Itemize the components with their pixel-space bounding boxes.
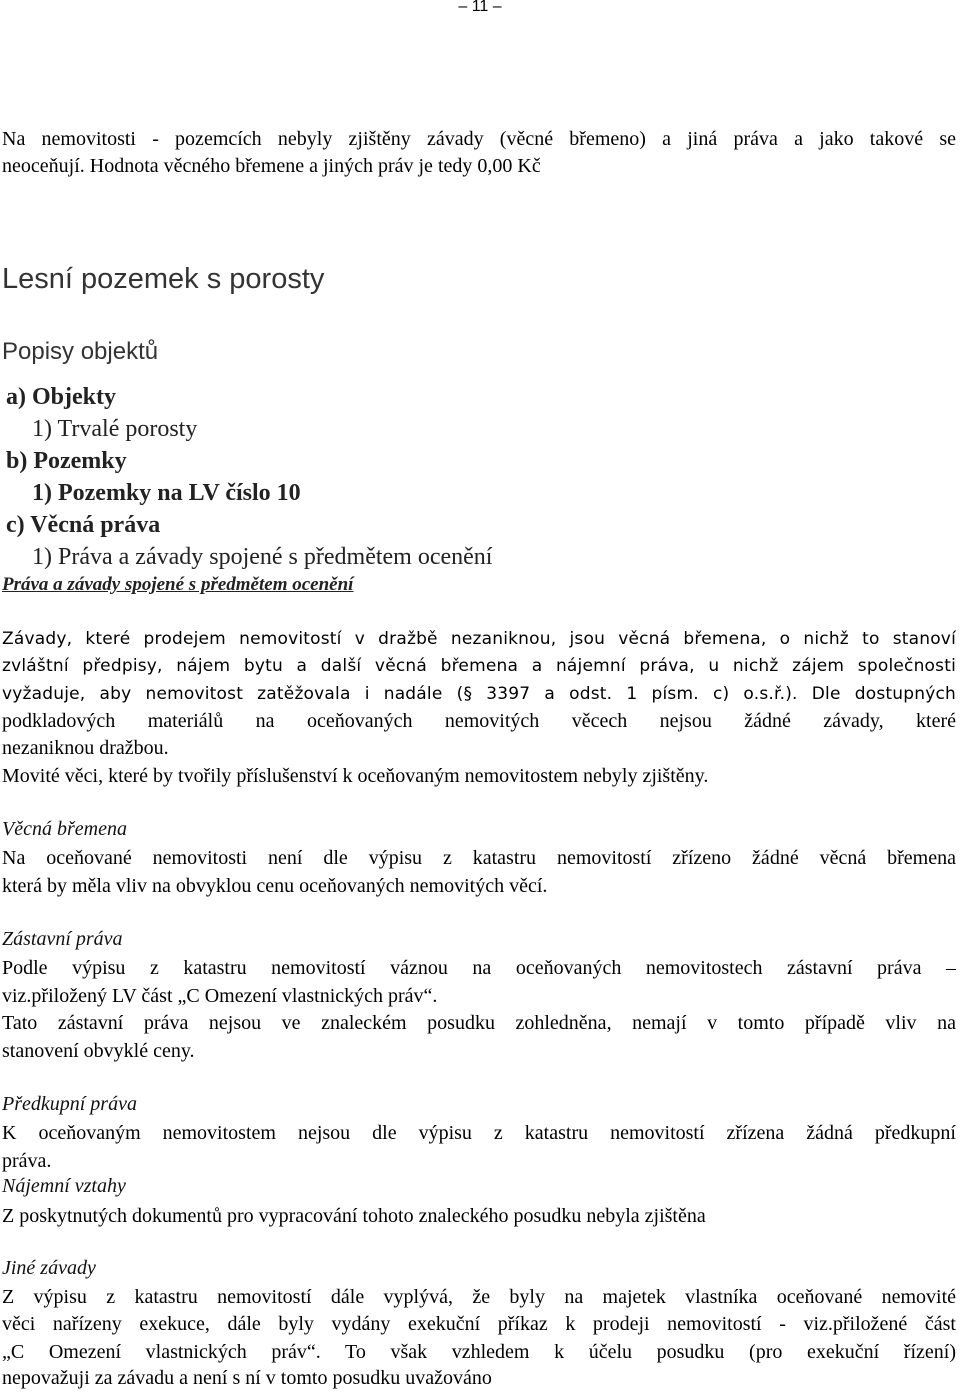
zastavni-prava-line-2: viz.přiložený LV část „C Omezení vlastnických práv“. bbox=[2, 985, 438, 1007]
outline-item-pozemky-lv: 1) Pozemky na LV číslo 10 bbox=[32, 480, 301, 506]
intro-line-1: Na nemovitosti - pozemcích nebyly zjištěny závady (věcné břemeno) a jiná práva a jako takové se bbox=[2, 128, 956, 150]
vecna-bremena-line-1: Na oceňované nemovitosti není dle výpisu z katastru nemovitostí zřízeno žádné věcná břemena bbox=[2, 847, 956, 869]
outline-item-trvale-porosty: 1) Trvalé porosty bbox=[32, 416, 198, 442]
page-number: – 11 – bbox=[458, 0, 502, 15]
zastavni-prava-line-4: stanovení obvyklé ceny. bbox=[2, 1040, 195, 1062]
predkupni-prava-line-1: K oceňovaným nemovitostem nejsou dle výpisu z katastru nemovitostí zřízena žádná předkupní bbox=[2, 1122, 956, 1144]
zastavni-prava-line-1: Podle výpisu z katastru nemovitostí váznou na oceňovaných nemovitostech zástavní práva – bbox=[2, 957, 956, 979]
jine-zavady-line-2: věci nařízeny exekuce, dále byly vydány exekuční příkaz k prodeji nemovitostí - viz.přiložené část bbox=[2, 1313, 956, 1335]
jine-zavady-heading: Jiné závady bbox=[2, 1257, 96, 1279]
page-title: Lesní pozemek s porosty bbox=[2, 263, 325, 295]
najemni-vztahy-heading: Nájemní vztahy bbox=[2, 1175, 126, 1197]
zavady-line-6: Movité věci, které by tvořily příslušenství k oceňovaným nemovitostem nebyly zjištěny. bbox=[2, 765, 709, 787]
zavady-line-3: vyžaduje, aby nemovitost zatěžovala i nadále (§ 3397 a odst. 1 písm. c) o.s.ř.). Dle dostupných bbox=[2, 684, 956, 704]
outline-item-pozemky: b) Pozemky bbox=[6, 448, 127, 474]
zavady-line-1: Závady, které prodejem nemovitostí v dražbě nezaniknou, jsou věcná břemena, o nichž to stanoví bbox=[2, 629, 956, 649]
zavady-line-5: nezaniknou dražbou. bbox=[2, 737, 169, 759]
outline-item-vecna-prava: c) Věcná práva bbox=[6, 512, 161, 538]
outline-item-prava-a-zavady: 1) Práva a závady spojené s předmětem ocenění bbox=[32, 544, 493, 570]
intro-line-2: neoceňují. Hodnota věcného břemene a jiných práv je tedy 0,00 Kč bbox=[2, 155, 541, 177]
zavady-line-4: podkladových materiálů na oceňovaných nemovitých věcech nejsou žádné závady, které bbox=[2, 710, 956, 732]
vecna-bremena-heading: Věcná břemena bbox=[2, 818, 127, 840]
outline-item-objekty: a) Objekty bbox=[6, 384, 116, 410]
jine-zavady-line-4: nepovažuji za závadu a není s ní v tomto posudku uvažováno bbox=[2, 1367, 492, 1389]
predkupni-prava-heading: Předkupní práva bbox=[2, 1093, 137, 1115]
vecna-bremena-line-2: která by měla vliv na obvyklou cenu oceňovaných nemovitých věcí. bbox=[2, 875, 548, 897]
page-subtitle: Popisy objektů bbox=[2, 338, 159, 365]
predkupni-prava-line-2: práva. bbox=[2, 1150, 52, 1172]
jine-zavady-line-1: Z výpisu z katastru nemovitostí dále vyplývá, že byly na majetek vlastníka oceňované nemovité bbox=[2, 1286, 956, 1308]
zastavni-prava-heading: Zástavní práva bbox=[2, 928, 123, 950]
najemni-vztahy-line-1: Z poskytnutých dokumentů pro vypracování tohoto znaleckého posudku nebyla zjištěna bbox=[2, 1205, 706, 1227]
zavady-line-2: zvláštní předpisy, nájem bytu a další věcná břemena a nájemní práva, u nichž zájem společnosti bbox=[2, 656, 956, 676]
jine-zavady-line-3: „C Omezení vlastnických práv“. To však vzhledem k účelu posudku (pro exekuční řízení) bbox=[2, 1341, 956, 1363]
section-heading: Práva a závady spojené s předmětem ocenění bbox=[2, 574, 354, 595]
zastavni-prava-line-3: Tato zástavní práva nejsou ve znaleckém posudku zohledněna, nemají v tomto případě vliv na bbox=[2, 1012, 956, 1034]
